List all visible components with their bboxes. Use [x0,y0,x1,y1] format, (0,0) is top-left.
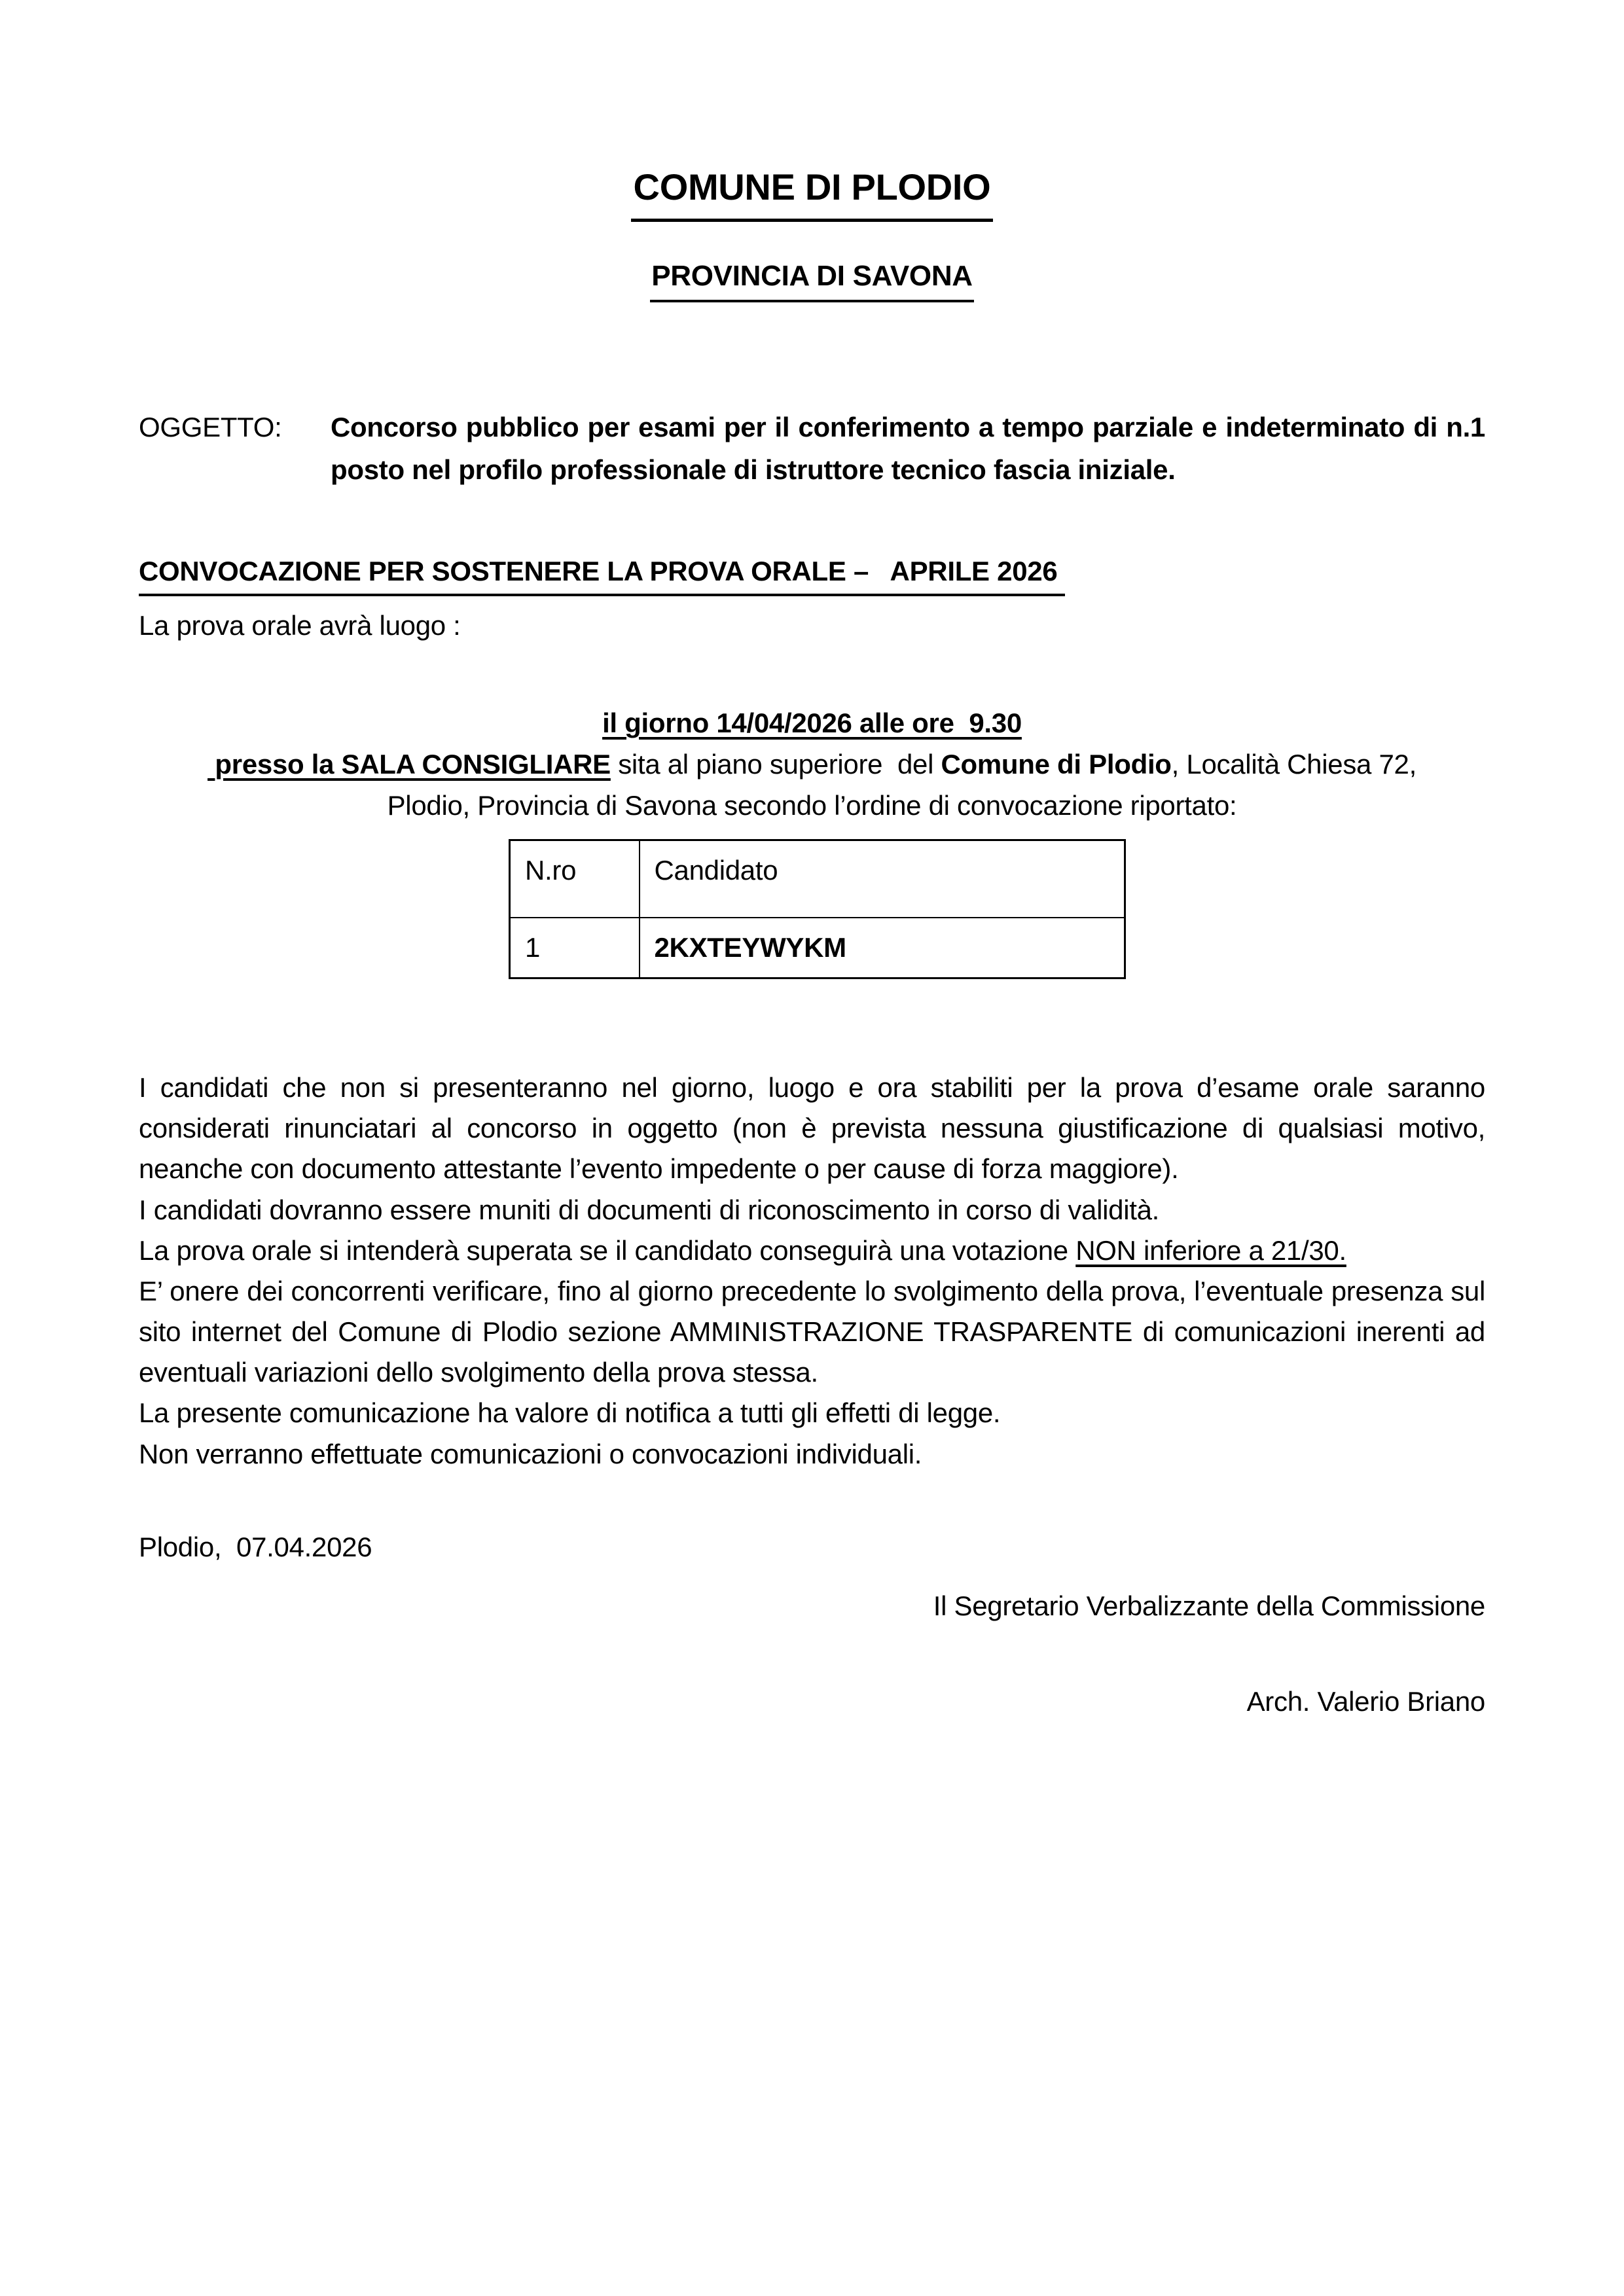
session-date-line: il giorno 14/04/2026 alle ore 9.30 [602,708,1022,739]
venue-emphasis: presso la SALA CONSIGLIARE [208,749,611,780]
table-header-nro: N.ro [510,840,640,918]
signature-role: Il Segretario Verbalizzante della Commissione [933,1590,1485,1621]
paragraph-website-check: E’ onere dei concorrenti verificare, fino al giorno precedente lo svolgimento della prova, l’eventuale presenza sul sito internet del Comune di Plodio sezione AMMINISTRAZIONE TRASPARENTE di comunicazioni inerenti ad eventuali variazioni dello svolgimento della prova stessa. [139,1275,1485,1388]
paragraph-passing-score [139,1230,1485,1271]
place-and-date: Plodio, 07.04.2026 [139,1531,372,1562]
document-subheader [139,255,1485,302]
session-venue-row-2: Plodio, Provincia di Savona secondo l’ordine di convocazione riportato: [387,790,1237,821]
oggetto-label: OGGETTO: [139,411,282,442]
body-text [139,1067,1485,1475]
intro-line: La prova orale avrà luogo : [139,610,461,641]
session-date-row [139,702,1485,744]
oggetto-text: Concorso pubblico per esami per il conferimento a tempo parziale e indeterminato di n.1 posto nel profilo professionale di istruttore tecnico fascia iniziale. [331,411,1485,486]
page-subtitle: PROVINCIA DI SAVONA [650,255,974,302]
venue-middle: sita al piano superiore del [610,749,941,780]
passing-score-lead: La prova orale si intenderà superata se il candidato conseguirà una votazione [139,1234,1076,1266]
table-header-row [510,840,1125,918]
convocazione-heading-row [139,551,1485,596]
signature-name: Arch. Valerio Briano [1246,1686,1485,1717]
page-title: COMUNE DI PLODIO [631,160,994,222]
oggetto-section [139,406,1485,491]
paragraph-legal-notice: La presente comunicazione ha valore di notifica a tutti gli effetti di legge. [139,1397,1001,1429]
table-cell-candidate: 2KXTEYWYKM [640,918,1125,978]
venue-tail: , Località Chiesa 72, [1171,749,1416,780]
table-header-candidato: Candidato [640,840,1125,918]
session-venue-row [139,744,1485,785]
table-cell-number: 1 [510,918,640,978]
paragraph-documents: I candidati dovranno essere muniti di documenti di riconoscimento in corso di validità. [139,1194,1160,1225]
convocazione-heading: CONVOCAZIONE PER SOSTENERE LA PROVA ORALE – APRILE 2026 [139,551,1065,596]
session-details [139,702,1485,826]
document-header [139,160,1485,222]
paragraph-no-individual-notice: Non verranno effettuate comunicazioni o convocazioni individuali. [139,1438,922,1469]
passing-score-threshold: NON inferiore a 21/30. [1075,1234,1346,1266]
table-row [510,918,1125,978]
venue-municipality: Comune di Plodio [941,749,1172,780]
candidates-table-section [139,839,1485,979]
candidates-table [509,839,1126,979]
paragraph-no-show: I candidati che non si presenteranno nel giorno, luogo e ora stabiliti per la prova d’esame orale saranno considerati rinunciatari al concorso in oggetto (non è prevista nessuna giustificazione di qualsiasi motivo, neanche con documento attestante l’evento impedente o per cause di forza maggiore). [139,1072,1485,1185]
